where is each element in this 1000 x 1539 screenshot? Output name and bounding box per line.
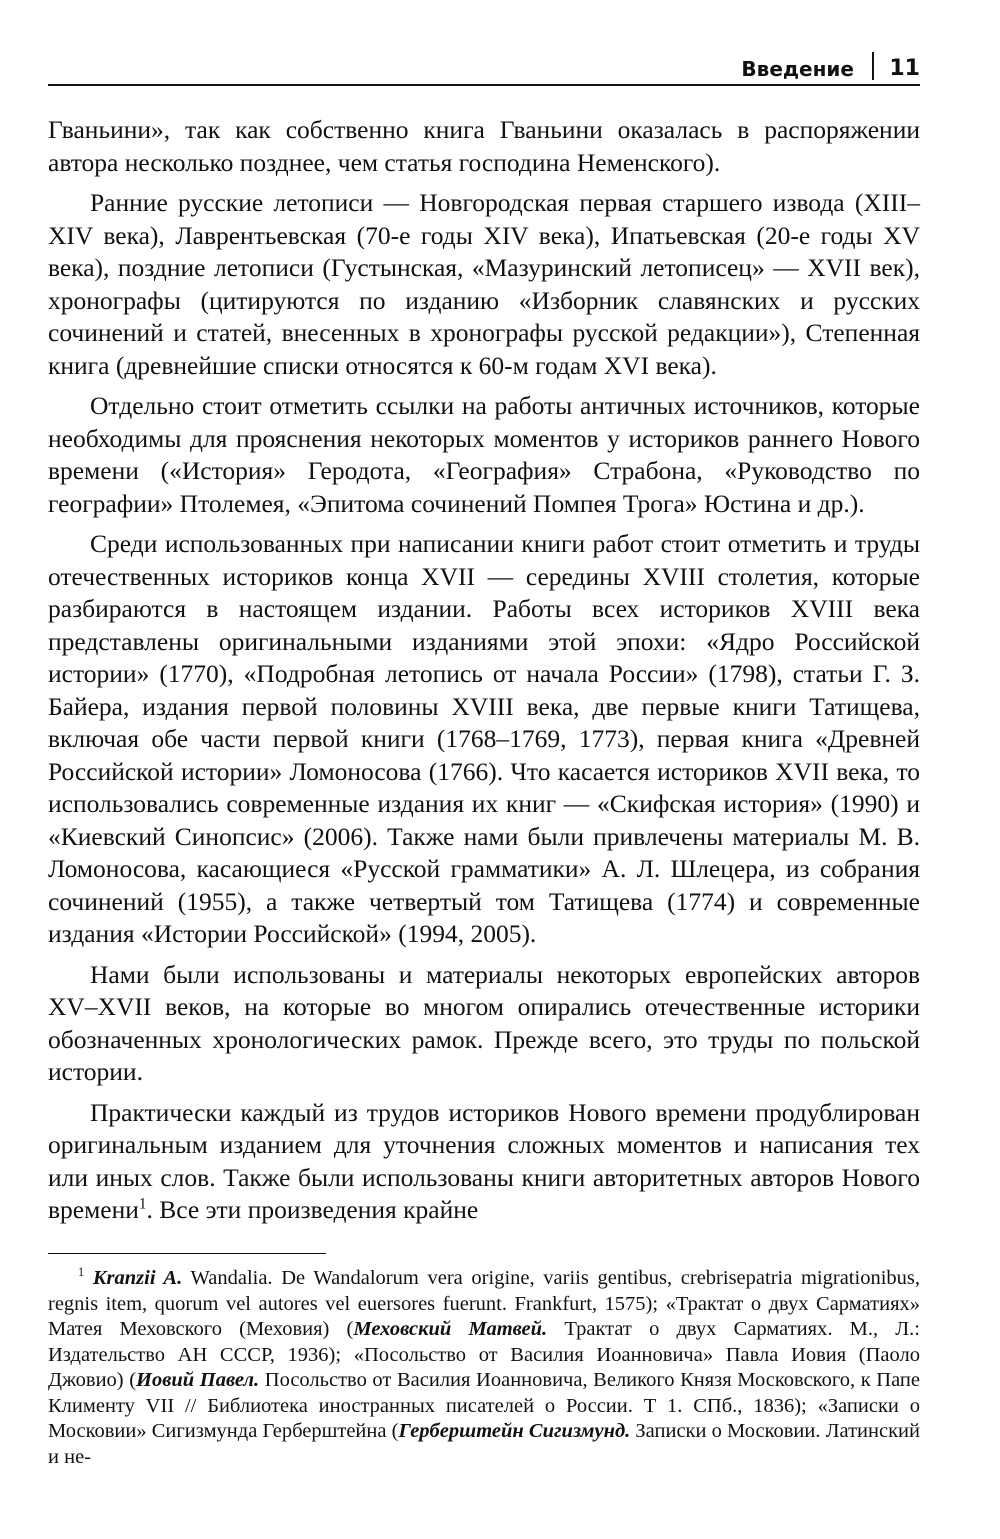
running-head	[48, 52, 920, 86]
section-title: Введение	[741, 57, 854, 81]
paragraph-with-note	[48, 1097, 920, 1227]
paragraph-continued: Гваньини», так как собственно книга Гваньини оказалась в распоряжении автора несколько позднее, чем статья господина Неменского).	[48, 115, 920, 177]
footnote	[48, 1266, 920, 1470]
paragraph-tail: . Все эти произведения крайне	[146, 1195, 479, 1224]
footnote-text: Записки о Московии. Латинский и не-	[48, 1420, 920, 1468]
footnote-text: Трактат о двух Сарматиях. М., Л.: Издательство АН СССР, 1936); «Посольство от Василия Иоанновича» Павла Иовия (Паоло Джовио) (	[48, 1318, 921, 1391]
footnote-italic: Меховский Матвей.	[353, 1318, 548, 1340]
footnote-reference[interactable]: 1	[138, 1195, 147, 1213]
footnote-text: Wandalia. De Wandalorum vera origine, variis gentibus, crebrisepatria migrationibus, regnis item, quorum vel autores vel euersores fuerunt. Frankfurt, 1575); «Трактат о двух Сарматиях» Матея Меховского (Меховия) (	[48, 1267, 920, 1340]
footnote-separator	[48, 1253, 326, 1254]
footnote-text: Посольство от Василия Иоанновича, Великого Князя Московского, к Папе Клименту VII // Библиотека иностранных писателей о России. Т 1. СПб., 1836); «Записки о Московии» Сигизмунда Герберштейна (	[48, 1369, 920, 1442]
page-number: 11	[889, 56, 920, 81]
footnote-italic: Иовий Павел.	[136, 1369, 260, 1391]
paragraph: Отдельно стоит отметить ссылки на работы античных источников, которые необходимы для прояснения некоторых моментов у историков раннего Нового времени («История» Геродота, «География» Страбона, «Руководство по географии» Птолемея, «Эпитома сочинений Помпея Трога» Юстина и др.).	[48, 391, 920, 518]
footnote-italic: Kranzii A.	[92, 1267, 183, 1289]
paragraph-text: Практически каждый из трудов историков Нового времени продублирован оригинальным изданием для уточнения сложных моментов и написания тех или иных слов. Также были использованы книги авторитетных авторов Нового времени	[48, 1097, 920, 1224]
paragraph: Среди использованных при написании книги работ стоит отметить и труды отечественных историков конца XVII — середины XVIII столетия, которые разбираются в настоящем издании. Работы всех историков XVIII века представлены оригинальными изданиями этой эпохи: «Ядро Российской истории» (1770), «Подробная летопись от начала России» (1798), статьи Г. З. Байера, издания первой половины XVIII века, две первые книги Татищева, включая обе части первой книги (1768–1769, 1773), первая книга «Древней Российской истории» Ломоносова (1766). Что касается историков XVII века, то использовались современные издания их книг — «Скифская история» (1990) и «Киевский Синопсис» (2006). Также нами были привлечены материалы М. В. Ломоносова, касающиеся «Русской грамматики» А. Л. Шлецера, из собрания сочинений (1955), а также четвертый том Татищева (1774) и современные издания «Истории Российской» (1994, 2005).	[48, 529, 920, 948]
footnote-marker: 1	[78, 1265, 85, 1280]
footnote-italic: Герберштейн Сигизмунд.	[398, 1420, 631, 1442]
header-separator	[872, 52, 874, 80]
paragraph: Ранние русские летописи — Новгородская первая старшего извода (XIII–XIV века), Лаврентьевская (70-е годы XIV века), Ипатьевская (20-е годы XV века), поздние летописи (Густынская, «Мазуринский летописец» — XVII век), хронографы (цитируются по изданию «Изборник славянских и русских сочинений и статей, внесенных в хронографы русской редакции»), Степенная книга (древнейшие списки относятся к 60-м годам XVI века).	[48, 188, 920, 380]
paragraph: Нами были использованы и материалы некоторых европейских авторов XV–XVII веков, на которые во многом опирались отечественные историки обозначенных хронологических рамок. Прежде всего, это труды по польской истории.	[48, 959, 920, 1086]
main-text	[48, 114, 920, 1235]
book-page	[48, 0, 920, 1539]
